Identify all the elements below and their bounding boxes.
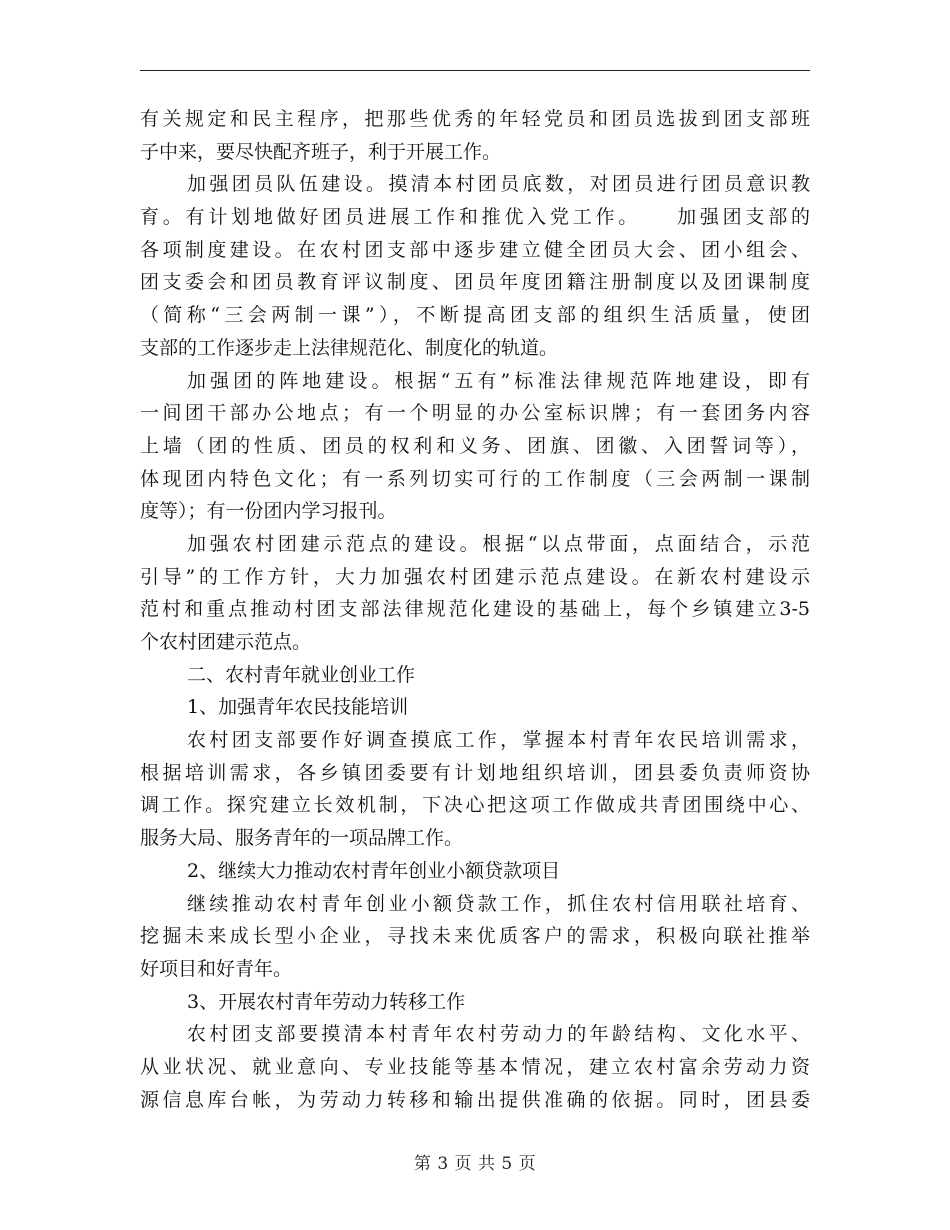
text-line: 加强农村团建示范点的建设。根据“以点带面，点面结合，示范 — [187, 532, 810, 555]
text-line: 范村和重点推动村团支部法律规范化建设的基础上，每个乡镇建立3-5 — [140, 598, 810, 621]
page-footer: 第 3 页 共 5 页 — [413, 1154, 537, 1174]
text-line: 源信息库台帐，为劳动力转移和输出提供准确的依据。同时，团县委 — [140, 1088, 810, 1111]
text-line: 育。有计划地做好团员进展工作和推优入党工作。 加强团支部的 — [140, 206, 810, 229]
text-line: 3、开展农村青年劳动力转移工作 — [187, 990, 466, 1013]
text-line: 各项制度建设。在农村团支部中逐步建立健全团员大会、团小组会、 — [140, 238, 810, 261]
text-line: 度等）；有一份团内学习报刊。 — [140, 500, 397, 523]
text-line: 团支委会和团员教育评议制度、团员年度团籍注册制度以及团课制度 — [140, 271, 810, 294]
text-line: 体现团内特色文化；有一系列切实可行的工作制度（三会两制一课制 — [140, 467, 810, 490]
text-line: 引导”的工作方针，大力加强农村团建示范点建设。在新农村建设示 — [140, 565, 810, 588]
text-line: 1、加强青年农民技能培训 — [187, 696, 409, 719]
text-line: 从业状况、就业意向、专业技能等基本情况，建立农村富余劳动力资 — [140, 1055, 810, 1078]
text-line: 加强团的阵地建设。根据“五有”标准法律规范阵地建设，即有 — [187, 369, 810, 392]
text-line: 调工作。探究建立长效机制，下决心把这项工作做成共青团围绕中心、 — [140, 794, 810, 817]
text-line: 子中来，要尽快配齐班子，利于开展工作。 — [140, 140, 502, 163]
text-line: 服务大局、服务青年的一项品牌工作。 — [140, 827, 464, 850]
text-line: 上墙（团的性质、团员的权利和义务、团旗、团徽、入团誓词等）， — [140, 434, 810, 457]
text-line: 继续推动农村青年创业小额贷款工作，抓住农村信用联社培育、 — [187, 892, 810, 915]
text-line: 个农村团建示范点。 — [140, 631, 312, 653]
text-line: 二、农村青年就业创业工作 — [187, 663, 416, 686]
text-line: 2、继续大力推动农村青年创业小额贷款项目 — [187, 859, 561, 882]
header-rule — [140, 70, 810, 71]
text-line: （简称“三会两制一课”），不断提高团支部的组织生活质量，使团 — [140, 304, 810, 327]
text-line: 支部的工作逐步走上法律规范化、制度化的轨道。 — [140, 336, 559, 359]
text-line: 好项目和好青年。 — [140, 957, 293, 980]
text-line: 挖掘未来成长型小企业，寻找未来优质客户的需求，积极向联社推举 — [140, 925, 810, 948]
text-line: 根据培训需求，各乡镇团委要有计划地组织培训，团县委负责师资协 — [140, 761, 810, 784]
text-line: 有关规定和民主程序，把那些优秀的年轻党员和团员选拔到团支部班 — [140, 108, 810, 130]
text-line: 加强团员队伍建设。摸清本村团员底数，对团员进行团员意识教 — [187, 173, 810, 196]
text-line: 一间团干部办公地点；有一个明显的办公室标识牌；有一套团务内容 — [140, 402, 810, 425]
document-body — [140, 103, 810, 1116]
text-line: 农村团支部要作好调查摸底工作，掌握本村青年农民培训需求， — [187, 729, 810, 752]
text-line: 农村团支部要摸清本村青年农村劳动力的年龄结构、文化水平、 — [187, 1023, 810, 1046]
